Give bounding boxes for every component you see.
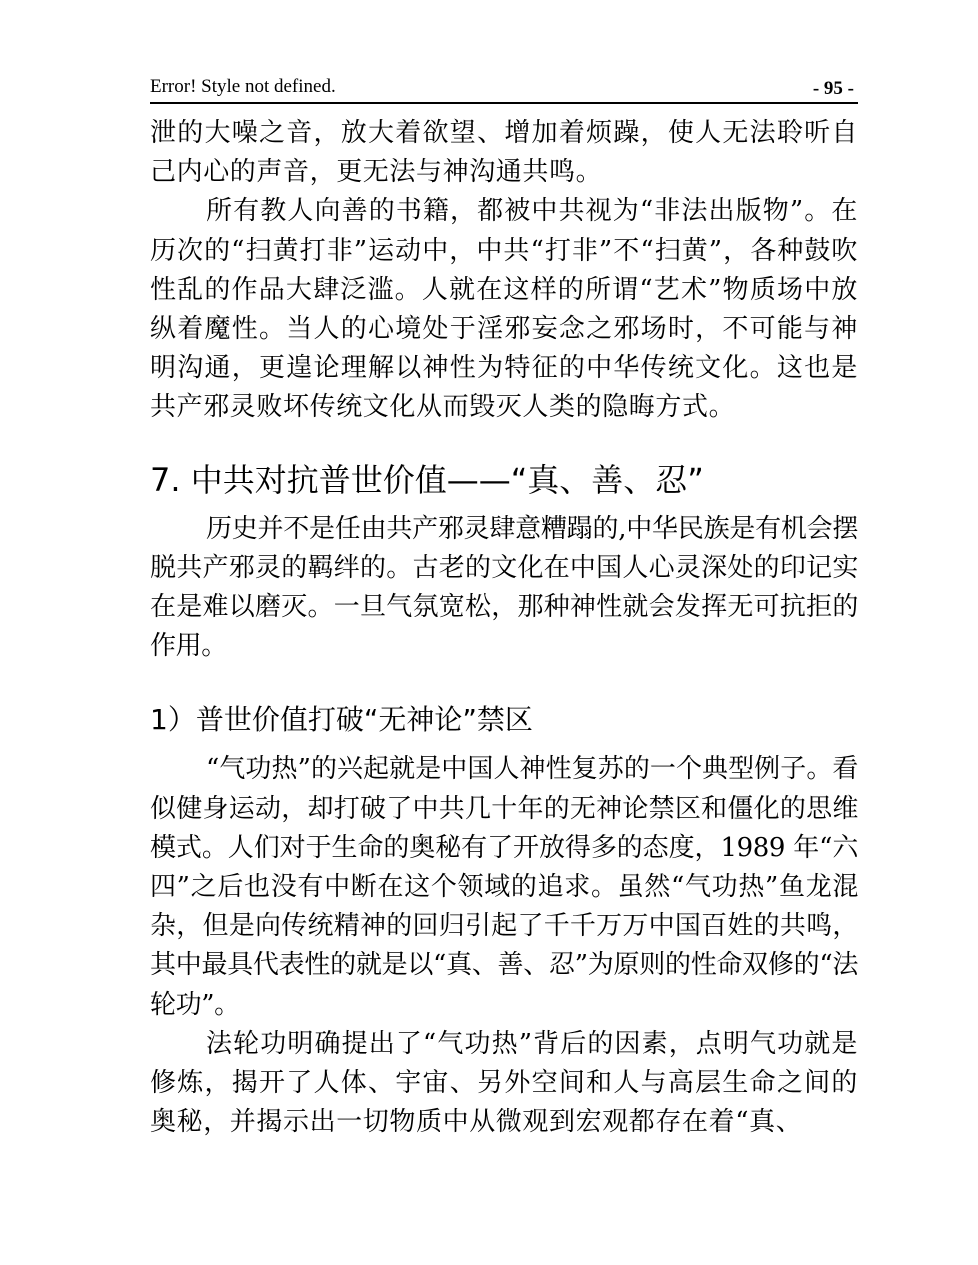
subsection-heading: 1）普世价值打破“无神论”禁区 (150, 703, 533, 737)
section-heading: 7. 中共对抗普世价值——“真、善、忍” (150, 460, 704, 499)
body-text (150, 114, 858, 1142)
book-page (150, 70, 858, 1142)
running-header (150, 70, 858, 104)
page-number: - 95 - (812, 78, 854, 99)
paragraph-qigong: “气功热”的兴起就是中国人神性复苏的一个典型例子。看似健身运动，却打破了中共几十年的无神论禁区和僵化的思维模式。人们对于生命的奥秘有了开放得多的态度，1989 年“六四”之后也没有中断在这个领域的追求。虽然“气功热”鱼龙混杂，但是向传统精神的回归引起了千千万万中国百姓的共鸣，其中最具代表性的就是以“真、善、忍”为原则的性命双修的“法轮功”。 (150, 754, 858, 1020)
paragraph-publications: 所有教人向善的书籍，都被中共视为“非法出版物”。在历次的“扫黄打非”运动中，中共“打非”不“扫黄”，各种鼓吹性乱的作品大肆泛滥。人就在这样的所谓“艺术”物质场中放纵着魔性。当人的心境处于淫邪妄念之邪场时，不可能与神明沟通，更遑论理解以神性为特征的中华传统文化。这也是共产邪灵败坏传统文化从而毁灭人类的隐晦方式。 (150, 196, 858, 423)
paragraph-continued: 泄的大噪之音，放大着欲望、增加着烦躁，使人无法聆听自己内心的声音，更无法与神沟通共鸣。 (150, 118, 858, 188)
paragraph-falun-gong: 法轮功明确提出了“气功热”背后的因素，点明气功就是修炼，揭开了人体、宇宙、另外空间和人与高层生命之间的奥秘，并揭示出一切物质中从微观到宏观都存在着“真、 (150, 1028, 858, 1138)
header-style-error-text: Error! Style not defined. (150, 76, 336, 97)
paragraph-history: 历史并不是任由共产邪灵肆意糟蹋的,中华民族是有机会摆脱共产邪灵的羁绊的。古老的文化在中国人心灵深处的印记实在是难以磨灭。一旦气氛宽松，那种神性就会发挥无可抗拒的作用。 (150, 513, 858, 662)
